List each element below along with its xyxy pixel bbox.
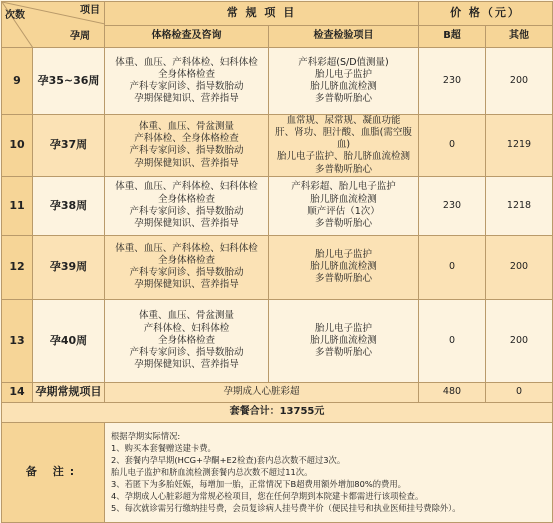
physical-line: 全身体格检查 xyxy=(157,68,215,80)
regular-items-header: 常 规 项 目 xyxy=(105,2,419,26)
table-row xyxy=(2,235,553,299)
table-row xyxy=(2,176,553,235)
lab-line: 多普勒听胎心 xyxy=(314,217,372,229)
row-week: 孕期常规项目 xyxy=(33,382,105,402)
physical-line: 全身体格检查 xyxy=(157,334,215,346)
table-row xyxy=(2,115,553,177)
table-row xyxy=(2,48,553,115)
other-header: 其他 xyxy=(486,26,553,48)
physical-line: 产科专家问诊、指导数胎动 xyxy=(129,81,244,92)
lab-exam-cell xyxy=(269,48,419,115)
note-line: 5、每次就诊需另行缴纳挂号费，会员复诊病人挂号费半价（便民挂号和执业医师挂号费除外）。 xyxy=(111,503,461,514)
physical-line: 孕期保健知识、营养指导 xyxy=(134,359,239,371)
physical-line: 产科专家问诊、指导数胎动 xyxy=(129,205,244,217)
physical-line: 孕期保健知识、营养指导 xyxy=(134,217,239,229)
lab-exam-cell xyxy=(269,176,419,235)
notes-row xyxy=(2,422,553,522)
physical-exam-header: 体格检查及咨询 xyxy=(105,26,269,48)
b-price-cell: 480 xyxy=(419,382,486,402)
physical-line: 体重、血压、产科体检、妇科体检 xyxy=(115,242,258,254)
package-total: 套餐合计：13755元 xyxy=(2,402,553,422)
lab-exam-cell xyxy=(269,299,419,382)
physical-line: 孕期保健知识、营养指导 xyxy=(134,279,239,291)
lab-line: 胎儿脐血流检测 xyxy=(310,81,377,92)
table-row xyxy=(2,382,553,402)
lab-line: 胎儿电子监护 xyxy=(314,249,372,261)
lab-line: 胎儿脐血流检测 xyxy=(310,193,377,205)
total-row xyxy=(2,402,553,422)
other-price-cell: 200 xyxy=(486,48,553,115)
row-week: 孕37周 xyxy=(33,115,105,177)
lab-line: 胎儿电子监护 xyxy=(314,68,372,80)
b-price-cell: 230 xyxy=(419,176,486,235)
physical-line: 产科体检、妇科体检 xyxy=(143,322,230,334)
physical-line: 体重、血压、骨盆测量 xyxy=(138,310,234,322)
other-price-cell: 200 xyxy=(486,235,553,299)
table-row xyxy=(2,299,553,382)
lab-exam-cell xyxy=(269,235,419,299)
lab-line: 胎儿电子监护、胎儿脐血流检测 xyxy=(276,151,410,163)
b-price-cell: 0 xyxy=(419,299,486,382)
regular-item-cell: 孕期成人心脏彩超 xyxy=(105,382,419,402)
lab-line: 多普勒听胎心 xyxy=(314,93,372,105)
note-line: 胎儿电子监护和脐血流检测套餐内总次数不超过11次。 xyxy=(111,467,313,478)
physical-exam-cell xyxy=(105,299,269,382)
b-price-cell: 0 xyxy=(419,115,486,177)
note-line: 4、孕期成人心脏彩超为常规必检项目，您在任何孕期到本院建卡都需进行该项检查。 xyxy=(111,491,424,502)
notes-label: 备 注: xyxy=(2,422,105,522)
physical-line: 全身体格检查 xyxy=(157,255,215,267)
physical-line: 产科专家问诊、指导数胎动 xyxy=(129,145,244,157)
row-week: 孕35~36周 xyxy=(33,48,105,115)
other-price-cell: 0 xyxy=(486,382,553,402)
other-price-cell: 1218 xyxy=(486,176,553,235)
row-number: 10 xyxy=(2,115,33,177)
lab-line: 血常规、尿常规、凝血功能 xyxy=(286,115,401,126)
corner-count-label: 次数 xyxy=(5,10,25,21)
lab-line: 多普勒听胎心 xyxy=(314,273,372,285)
other-price-cell: 200 xyxy=(486,299,553,382)
physical-line: 产科专家问诊、指导数胎动 xyxy=(129,346,244,358)
notes-body xyxy=(105,422,553,522)
row-week: 孕39周 xyxy=(33,235,105,299)
note-line: 2、套餐内孕早期(HCG+孕酮+E2检查)套内总次数不超过3次。 xyxy=(111,455,346,466)
physical-exam-cell xyxy=(105,48,269,115)
physical-exam-cell xyxy=(105,115,269,177)
lab-line: 多普勒听胎心 xyxy=(314,163,372,175)
note-line: 3、若匿下为多胎妊娠，每增加一胎，正常情况下B超费用额外增加80%的费用。 xyxy=(111,479,406,490)
lab-line: 胎儿电子监护 xyxy=(314,322,372,334)
row-number: 9 xyxy=(2,48,33,115)
lab-line: 顺产评估（1次） xyxy=(307,205,380,217)
b-price-cell: 230 xyxy=(419,48,486,115)
physical-line: 全身体格检查 xyxy=(157,193,215,205)
physical-line: 孕期保健知识、营养指导 xyxy=(134,93,239,105)
lab-line: 多普勒听胎心 xyxy=(314,346,372,358)
b-price-cell: 0 xyxy=(419,235,486,299)
row-number: 14 xyxy=(2,382,33,402)
physical-line: 产科专家问诊、指导数胎动 xyxy=(129,267,244,279)
note-line: 根据孕期实际情况: xyxy=(111,431,181,442)
lab-line: 胎儿脐血流检测 xyxy=(310,261,377,273)
note-line: 1、购买本套餐赠送建卡费。 xyxy=(111,443,216,454)
row-number: 12 xyxy=(2,235,33,299)
physical-line: 体重、血压、产科体检、妇科体检 xyxy=(115,56,258,68)
row-number: 13 xyxy=(2,299,33,382)
price-header: 价 格（元） xyxy=(419,2,553,26)
row-week: 孕40周 xyxy=(33,299,105,382)
row-week: 孕38周 xyxy=(33,176,105,235)
header-corner xyxy=(2,2,105,48)
lab-exam-cell xyxy=(269,115,419,177)
corner-week-label: 孕周 xyxy=(70,31,90,43)
other-price-cell: 1219 xyxy=(486,115,553,177)
b-ultrasound-header: B超 xyxy=(419,26,486,48)
corner-item-label: 项目 xyxy=(80,5,100,16)
lab-line: 胎儿脐血流检测 xyxy=(310,334,377,346)
schedule-table xyxy=(1,1,553,523)
lab-line: 肝、肾功、胆汁酸、血脂(需空腹血) xyxy=(275,127,412,151)
row-number: 11 xyxy=(2,176,33,235)
physical-exam-cell xyxy=(105,176,269,235)
lab-line: 产科彩超、胎儿电子监护 xyxy=(291,181,396,193)
physical-line: 体重、血压、骨盆测量 xyxy=(138,121,234,133)
header-row-1 xyxy=(2,2,553,26)
physical-line: 产科体检、全身体格检查 xyxy=(134,133,239,145)
physical-exam-cell xyxy=(105,235,269,299)
lab-line: 产科彩超(S/D值测量) xyxy=(298,56,389,68)
physical-line: 体重、血压、产科体检、妇科体检 xyxy=(115,181,258,193)
physical-line: 孕期保健知识、营养指导 xyxy=(134,157,239,169)
lab-exam-header: 检查检验项目 xyxy=(269,26,419,48)
